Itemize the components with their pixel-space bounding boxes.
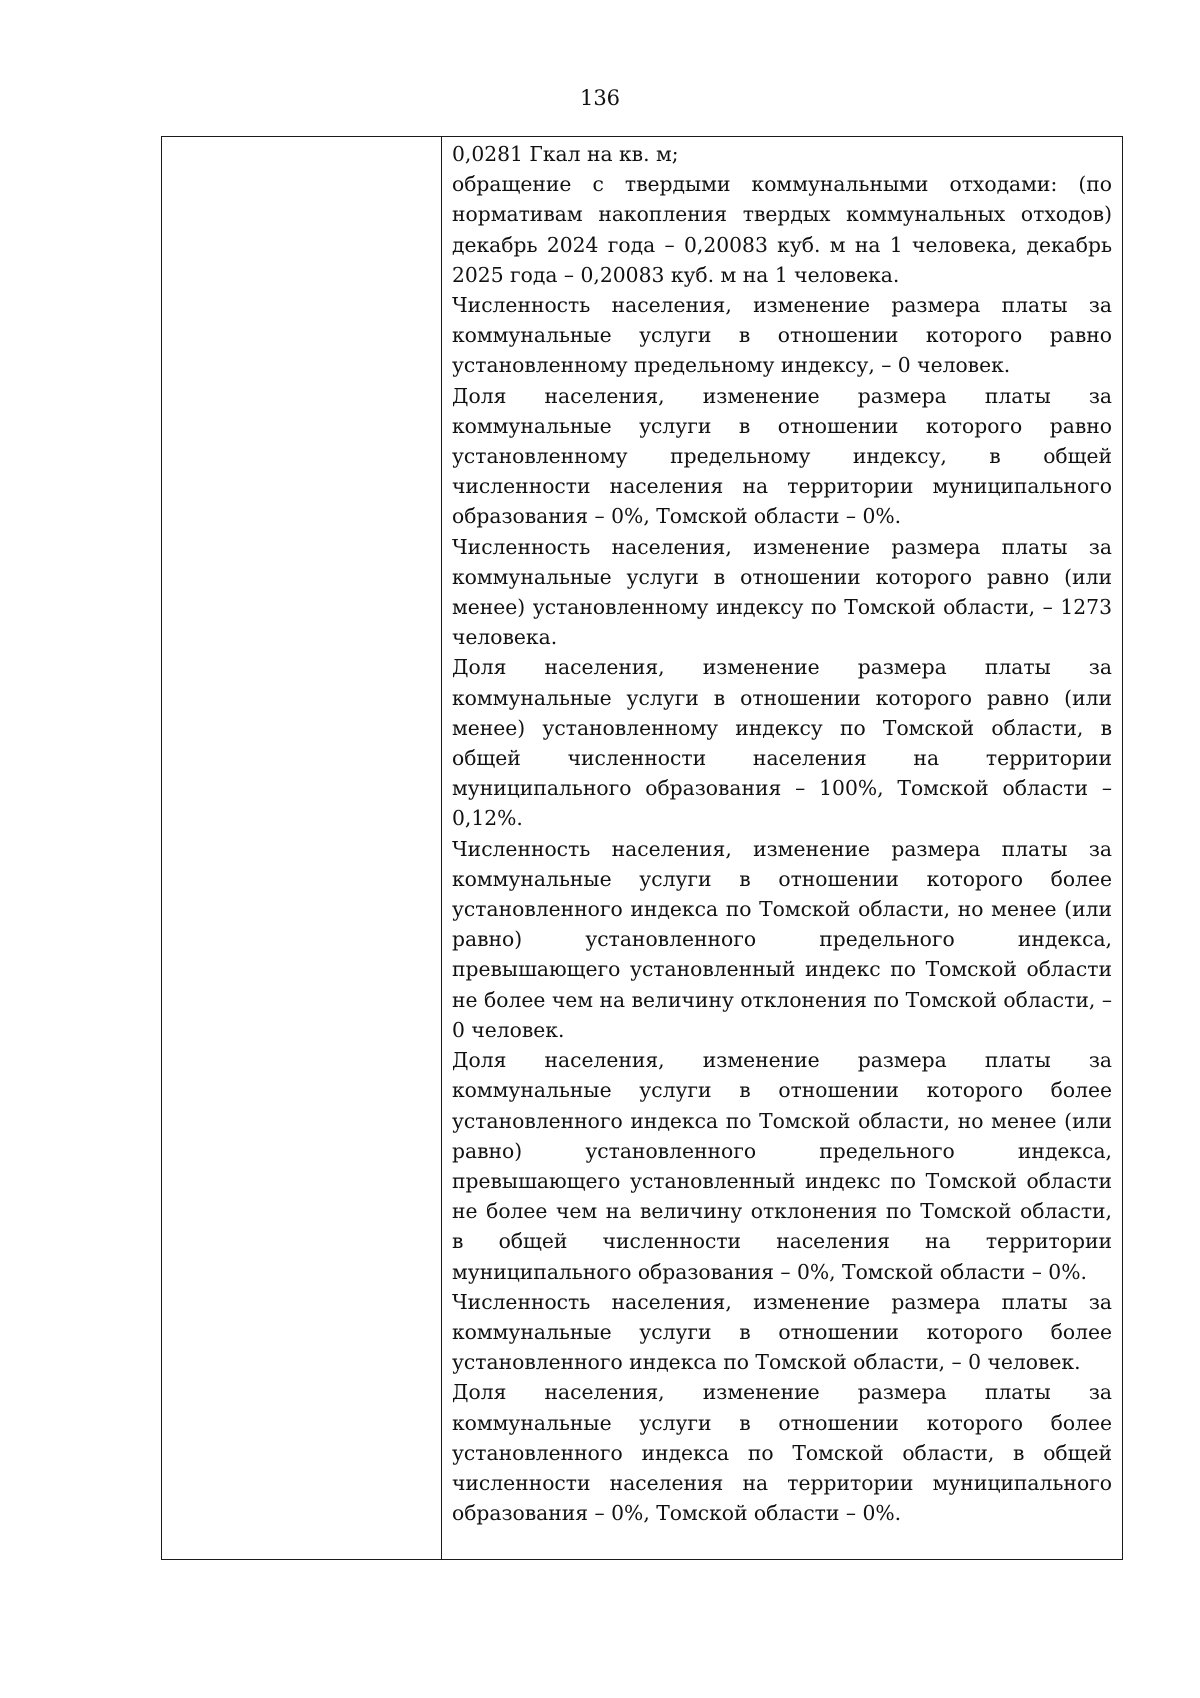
paragraph-share-equal-limit: Доля населения, изменение размера платы за коммунальные услуги в отношении которого равно установленному предельному индексу, в общей численности населения на территории муниципального образования – 0%, Томской области – 0%. [452,383,1112,529]
paragraph-share-between: Доля населения, изменение размера платы за коммунальные услуги в отношении которого более установленного индекса по Томской области, но менее (или равно) установленного предельного индекса, превышающего установленный индекс по Томской области не более чем на величину отклонения по Томской области, в общей численности населения на территории муниципального образования – 0%, Томской области – 0%. [452,1048,1112,1284]
left-empty-cell [162,137,442,1560]
paragraph-waste-norm: обращение с твердыми коммунальными отходами: (по нормативам накопления твердых коммунальных отходов) декабрь 2024 года – 0,20083 куб. м на 1 человека, декабрь 2025 года – 0,20083 куб. м на 1 человека. [452,172,1112,287]
page-number: 136 [579,86,621,110]
paragraph-population-equal-limit: Численность населения, изменение размера платы за коммунальные услуги в отношении которого равно установленному предельному индексу, – 0 человек. [452,293,1112,378]
paragraph-share-le-index: Доля населения, изменение размера платы за коммунальные услуги в отношении которого равно (или менее) установленному индексу по Томской области, в общей численности населения на территории муниципального образования – 100%, Томской области – 0,12%. [452,655,1112,831]
content-table [161,136,1123,1560]
paragraph-share-above-index: Доля населения, изменение размера платы за коммунальные услуги в отношении которого более установленного индекса по Томской области, в общей численности населения на территории муниципального образования – 0%, Томской области – 0%. [452,1380,1112,1526]
paragraph-population-above-index: Численность населения, изменение размера платы за коммунальные услуги в отношении которого более установленного индекса по Томской области, – 0 человек. [452,1289,1112,1375]
content-cell [442,137,1123,1560]
paragraph-population-le-index: Численность населения, изменение размера платы за коммунальные услуги в отношении которого равно (или менее) установленному индексу по Томской области, – 1273 человека. [452,534,1112,650]
paragraph-population-between: Численность населения, изменение размера платы за коммунальные услуги в отношении которого более установленного индекса по Томской области, но менее (или равно) установленного предельного индекса, превышающего установленный индекс по Томской области не более чем на величину отклонения по Томской области, – 0 человек. [452,836,1112,1042]
table-row [162,137,1123,1560]
paragraph-heat-norm: 0,0281 Гкал на кв. м; [452,142,679,166]
